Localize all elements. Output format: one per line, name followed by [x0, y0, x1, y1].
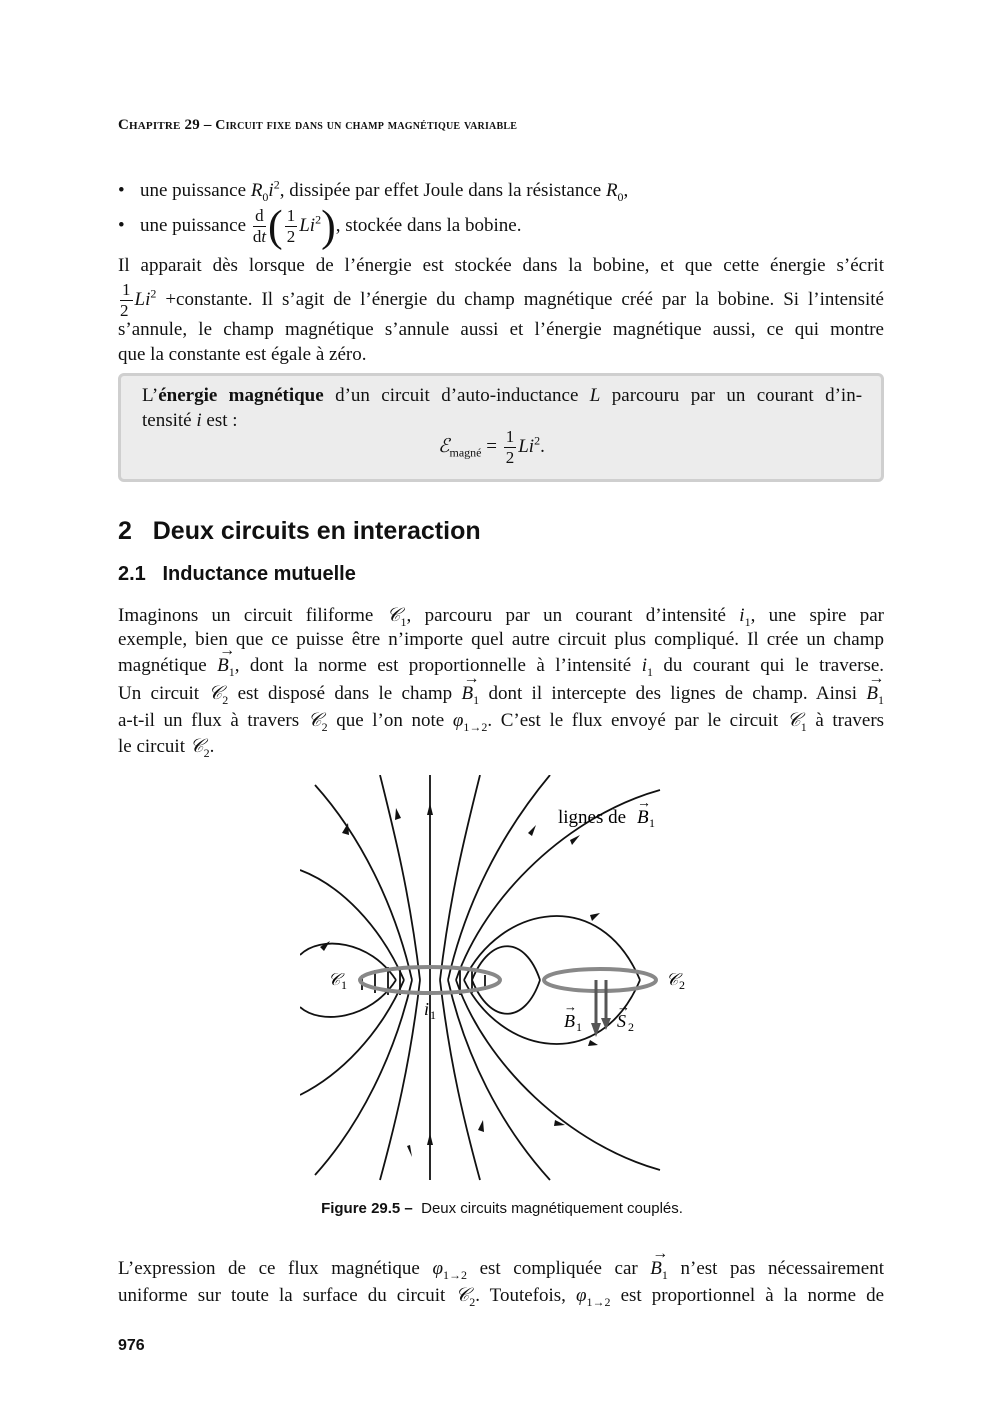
energy-formula: ℰ$_{magné}$ = $\frac{1}{2}$ Li$^2$.	[438, 427, 545, 467]
field-lines-figure	[300, 775, 700, 1185]
field-line-l3b	[300, 980, 404, 1095]
field-line-l1	[380, 775, 420, 980]
field-line-l4b	[300, 980, 396, 1017]
svg-text:→: →	[637, 796, 651, 811]
label-b1: B	[564, 1011, 575, 1031]
svg-text:1: 1	[341, 978, 347, 992]
para2-line6: le circuit 𝒞$_2$.	[118, 735, 215, 760]
para1-line1: Il apparait dès lorsque de l’énergie est stockée dans la bobine, et que cette énergie s’écrit	[118, 255, 884, 276]
para1-line2: $\frac{1}{2}$ Li$^2$ +constante. Il s’agit de l’énergie du champ magnétique créé par la bobine. Si l’intensité	[120, 280, 884, 320]
field-line-r2	[448, 775, 550, 980]
running-header	[118, 117, 517, 134]
para1-line4: que la constante est égale à zéro.	[118, 344, 367, 365]
para1-line2-text: +constante. Il s’agit de l’énergie du champ magnétique créé par la bobine. Si l’intensité	[165, 288, 884, 310]
formula-sub: magné	[449, 445, 482, 460]
para2-line3: magnétique → $B_1$, dont la norme est proportionnelle à l’intensité $i_1$ du courant qui le traverse.	[118, 653, 884, 679]
box-l2-end: est :	[206, 410, 238, 431]
caption-label: Figure 29.5 –	[321, 1200, 413, 1217]
label-c1: 𝒞	[328, 970, 341, 990]
svg-text:2: 2	[679, 978, 685, 992]
bullet-2-pre: une puissance	[140, 214, 247, 236]
box-line1: L’énergie magnétique d’un circuit d’auto-inductance L parcouru par un courant d’in-	[142, 385, 863, 406]
bullet-joule: • une puissance $R_0i^2$, dissipée par effet Joule dans la résistance $R_0$,	[118, 177, 629, 204]
label-c2: 𝒞	[666, 970, 679, 990]
box-l1-end: parcouru par un courant d’in-	[611, 385, 863, 406]
svg-text:1: 1	[576, 1020, 582, 1034]
chapter-prefix: Chapitre 29 –	[118, 117, 212, 133]
para3-line2: uniforme sur toute la surface du circuit 𝒞$_2$. Toutefois, $\varphi_{1\to 2}$ est proportionnel à la norme de	[118, 1284, 885, 1309]
field-line-l4	[300, 944, 396, 980]
field-line-l1b	[380, 980, 420, 1180]
box-line2: tensité i est :	[142, 410, 238, 431]
para2-line5: a-t-il un flux à travers 𝒞$_2$ que l’on note $\varphi_{1\to 2}$. C’est le flux envoyé par le circuit 𝒞$_1$ à travers	[118, 709, 885, 734]
para1-line3: s’annule, le champ magnétique s’annule aussi et l’énergie magnétique aussi, ce qui montre	[118, 319, 884, 340]
para3-line1: L’expression de ce flux magnétique $\varphi_{1\to 2}$ est compliquée car → $B_1$ n’est pas nécessairement	[118, 1256, 884, 1282]
bullet-2-post: , stockée dans la bobine.	[335, 214, 522, 236]
svg-text:→: →	[617, 999, 630, 1014]
para2-line2: exemple, bien que ce puisse être n’importe quel autre circuit plus compliqué. Il crée un champ	[118, 629, 884, 650]
bullet-1-post: , dissipée par effet Joule dans la résistance	[279, 180, 602, 201]
section-title: Deux circuits en interaction	[152, 517, 481, 545]
field-line-r1b	[440, 980, 480, 1180]
lines-label-vec: B	[637, 807, 649, 828]
svg-text:2: 2	[628, 1020, 634, 1034]
lines-label: lignes de	[558, 807, 627, 828]
field-line-l3	[300, 870, 404, 980]
section-number: 2	[118, 517, 132, 545]
chapter-title: Circuit fixe dans un champ magnétique variable	[215, 118, 518, 133]
subsection-number: 2.1	[118, 563, 146, 585]
box-l2: tensité	[142, 410, 192, 431]
field-line-r1	[440, 775, 480, 980]
bullet-1-pre: une puissance	[140, 180, 247, 201]
bullet-bobine: • une puissance $\frac{d}{dt}$ ( $\frac{1}{2}$ Li$^2$), stockée dans la bobine.	[118, 201, 522, 251]
page-number: 976	[118, 1337, 145, 1354]
section-heading	[118, 517, 481, 546]
figure-caption	[0, 1200, 1004, 1217]
label-i1: i	[424, 999, 430, 1019]
box-l1-post: d’un circuit d’auto-inductance	[323, 385, 579, 406]
box-pre: L’	[142, 385, 159, 406]
label-s2: S	[617, 1011, 626, 1031]
caption-text: Deux circuits magnétiquement couplés.	[421, 1200, 683, 1217]
subsection-heading	[118, 563, 356, 586]
svg-text:1: 1	[649, 816, 655, 830]
subsection-title: Inductance mutuelle	[162, 563, 356, 585]
para2-line1: Imaginons un circuit filiforme 𝒞$_1$, parcouru par un courant d’intensité $i_1$, une spire par	[118, 604, 884, 629]
svg-text:1: 1	[430, 1008, 436, 1022]
svg-text:→: →	[564, 999, 577, 1014]
field-line-r2b	[448, 980, 550, 1180]
box-bold-term: énergie magnétique	[158, 385, 324, 406]
para2-line4: Un circuit 𝒞$_2$ est disposé dans le champ → $B_1$ dont il intercepte des lignes de champ. Ainsi → $B_1$	[118, 680, 884, 707]
